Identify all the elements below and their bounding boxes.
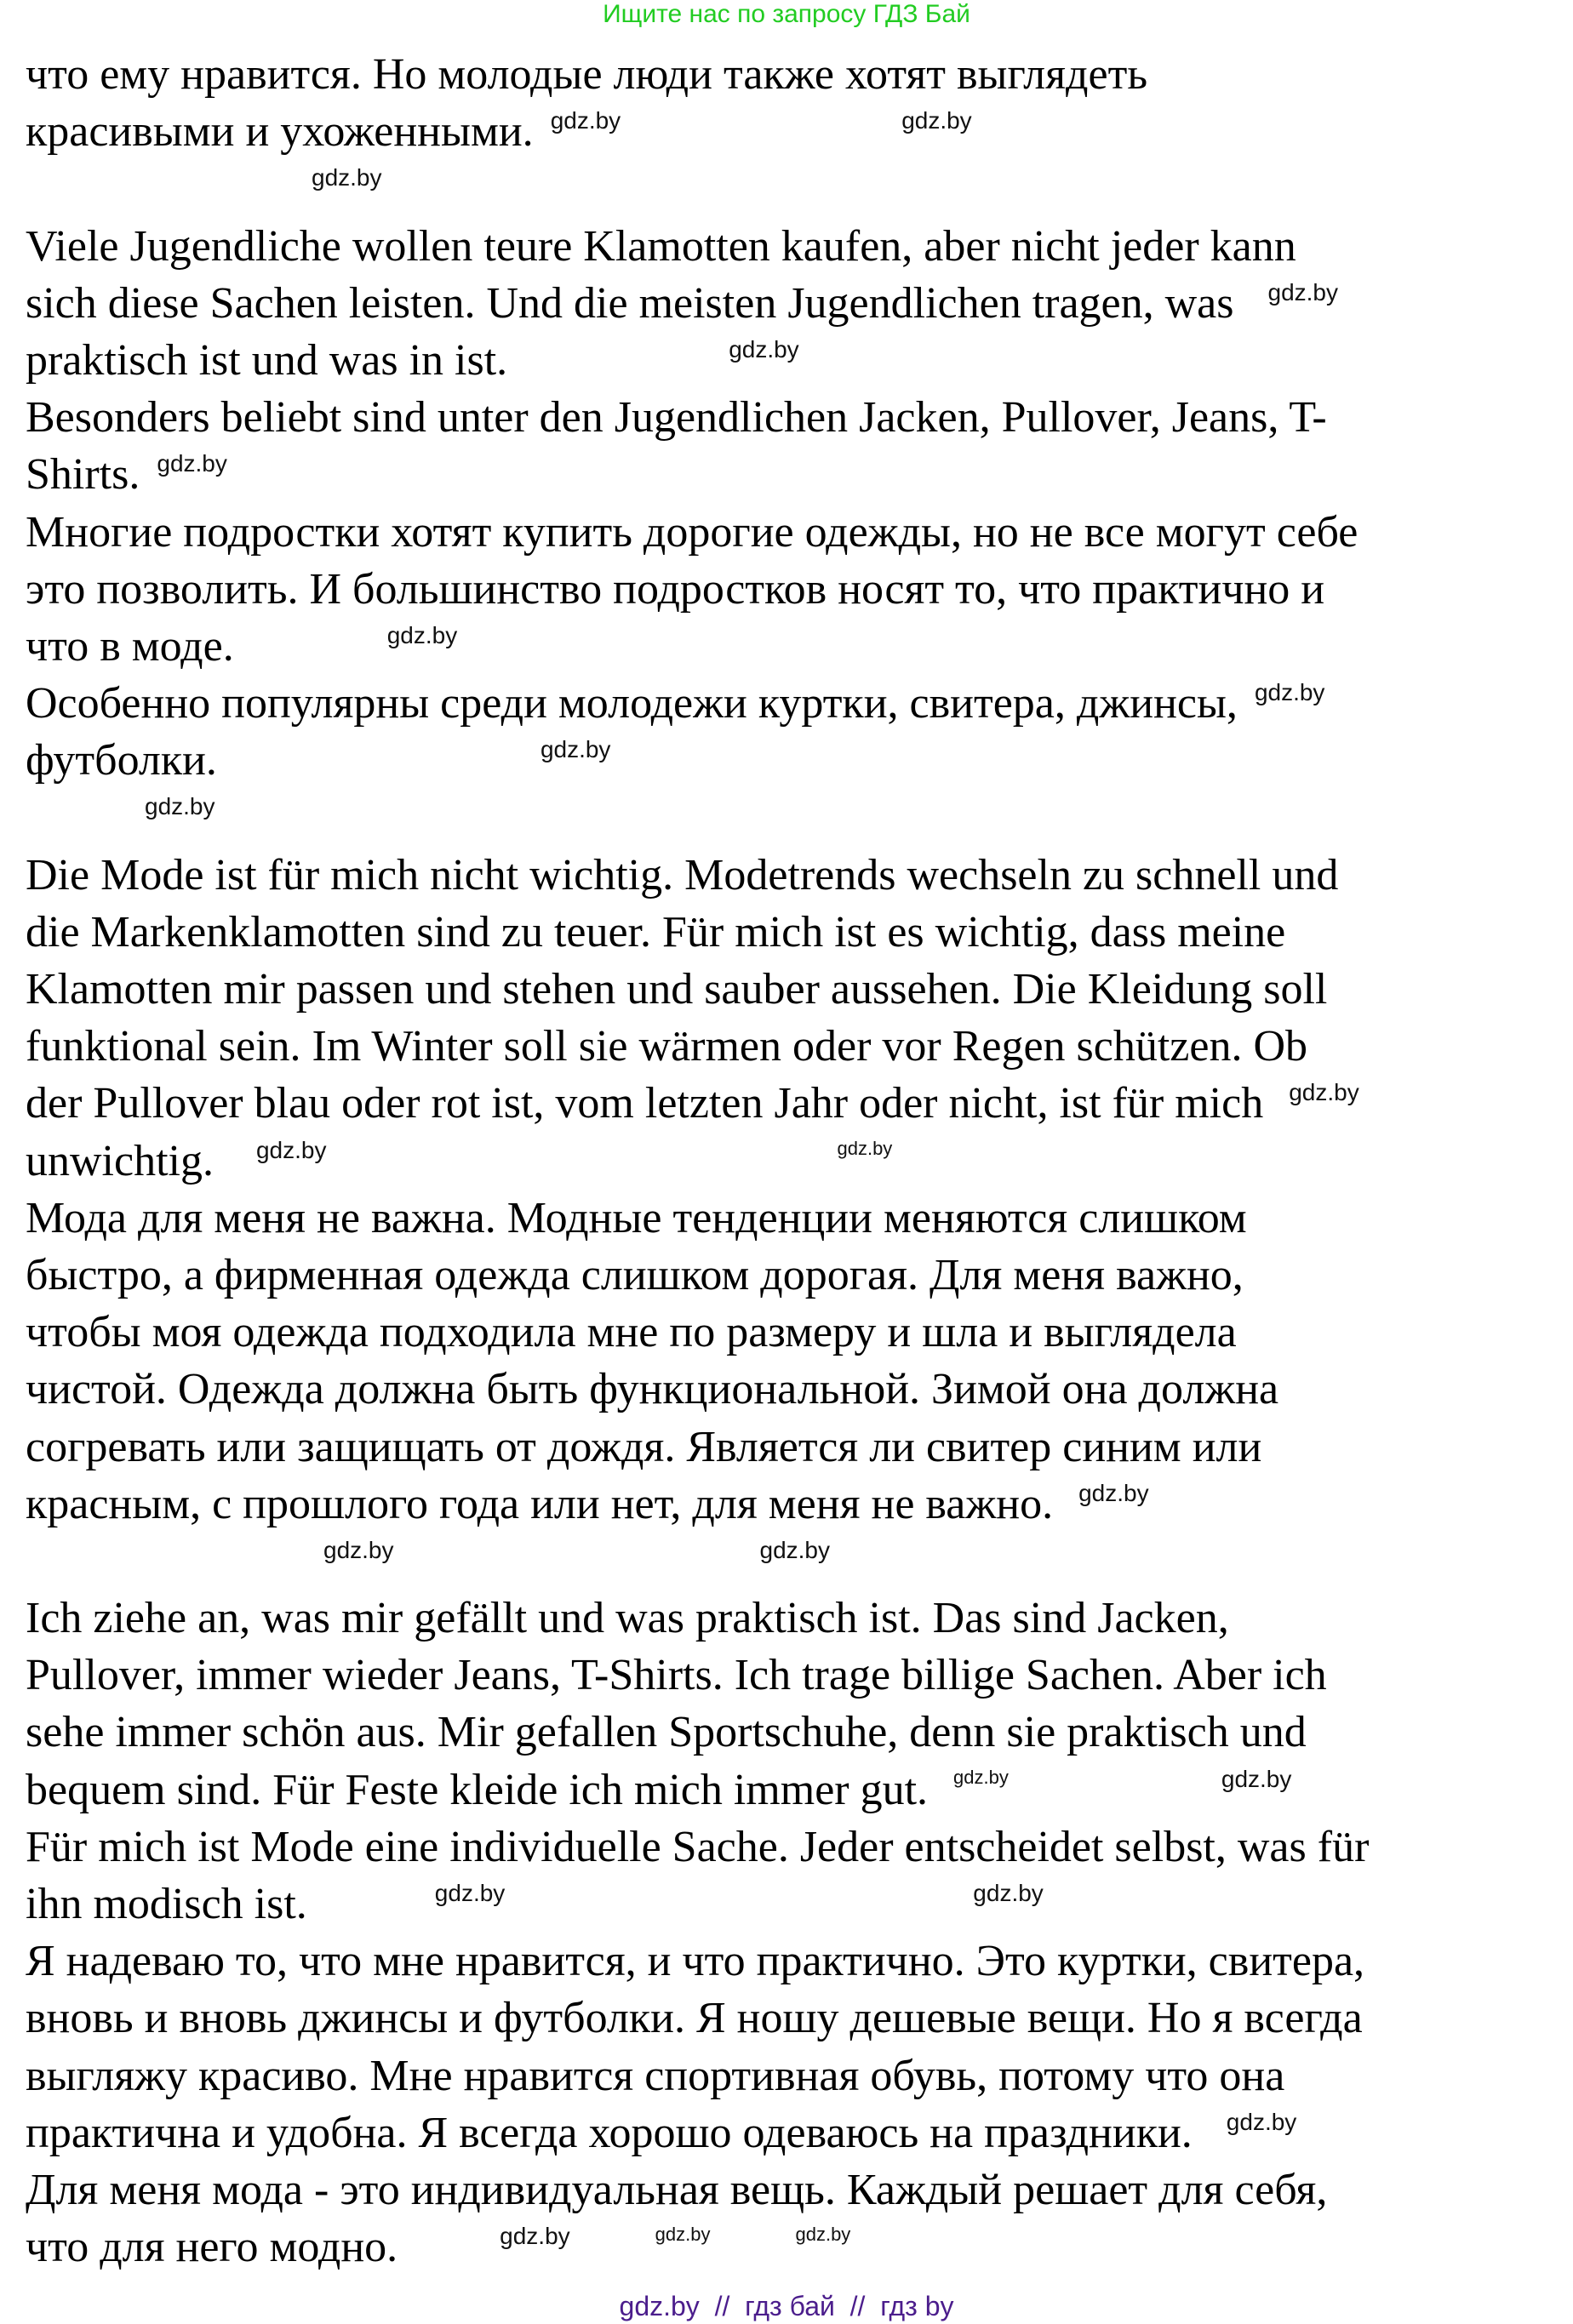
text-line (26, 1476, 1149, 1533)
watermark: gdz.by (145, 793, 215, 820)
blank-line (26, 1533, 830, 1590)
text-line-content: красным, с прошлого года или нет, для меня не важно. (26, 1479, 1054, 1528)
text-line (26, 1018, 1307, 1075)
watermark: gdz.by (1221, 1765, 1292, 1792)
text-line-content: практична и удобна. Я всегда хорошо одеваюсь на праздники. (26, 2108, 1193, 2157)
text-line-content: Особенно популярны среди молодежи куртки, свитера, джинсы, (26, 679, 1238, 728)
watermark: gdz.by (550, 107, 621, 134)
text-line (26, 275, 1338, 332)
footer-links: gdz.by // гдз бай // гдз by (619, 2291, 954, 2321)
text-line-content: der Pullover blau oder rot ist, vom letzten Jahr oder nicht, ist für mich (26, 1079, 1264, 1128)
watermark: gdz.by (795, 2224, 851, 2246)
text-line (26, 103, 972, 160)
text-line-content: что ему нравится. Но молодые люди также хотят выглядеть (26, 50, 1148, 99)
document-text (26, 46, 1369, 2275)
text-line (26, 1304, 1237, 1361)
text-line-content: Besonders beliebt sind unter den Jugendlichen Jacken, Pullover, Jeans, T- (26, 393, 1327, 443)
text-line (26, 2218, 850, 2275)
text-line-content: die Markenklamotten sind zu teuer. Für mich ist es wichtig, dass meine (26, 907, 1286, 956)
text-line (26, 1190, 1247, 1247)
text-line (26, 732, 610, 789)
text-line (26, 1075, 1359, 1132)
watermark: gdz.by (837, 1137, 893, 1159)
watermark: gdz.by (759, 1536, 830, 1563)
text-line (26, 2161, 1327, 2218)
text-line (26, 961, 1327, 1018)
text-line (26, 904, 1285, 961)
text-line-content: выгляжу красиво. Мне нравится спортивная обувь, потому что она (26, 2051, 1285, 2100)
text-line (26, 1647, 1327, 1704)
watermark: gdz.by (973, 1880, 1044, 1906)
text-line-content: красивыми и ухоженными. (26, 107, 534, 157)
watermark: gdz.by (1078, 1479, 1149, 1506)
text-line-content: Die Mode ist für mich nicht wichtig. Modetrends wechseln zu schnell und (26, 850, 1339, 899)
search-hint-banner: Ищите нас по запросу ГДЗ Бай (603, 0, 970, 28)
text-line-content: что для него модно. (26, 2223, 398, 2272)
text-line (26, 1590, 1229, 1647)
watermark: gdz.by (386, 621, 458, 648)
text-line-content: Многие подростки хотят купить дорогие одежды, но не все могут себе (26, 507, 1358, 557)
text-line-content: Я надеваю то, что мне нравится, и что практично. Это куртки, свитера, (26, 1937, 1365, 1986)
text-line-content: sich diese Sachen leisten. Und die meisten Jugendlichen tragen, was (26, 278, 1234, 328)
watermark: gdz.by (901, 107, 972, 134)
text-line (26, 1819, 1369, 1876)
text-line (26, 1762, 1291, 1819)
text-line-content: Для меня мода - это индивидуальная вещь. Каждый решает для себя, (26, 2165, 1328, 2214)
text-line (26, 389, 1327, 446)
watermark: gdz.by (434, 1880, 506, 1906)
text-line-content: вновь и вновь джинсы и футболки. Я ношу дешевые вещи. Но я всегда (26, 1994, 1363, 2043)
watermark: gdz.by (312, 164, 382, 191)
text-line-content: sehe immer schön aus. Mir gefallen Sportschuhe, denn sie praktisch und (26, 1708, 1307, 1757)
text-line (26, 1933, 1364, 1990)
text-line (26, 446, 227, 503)
text-line-content: это позволить. И большинство подростков носят то, что практично и (26, 564, 1325, 614)
watermark: gdz.by (655, 2224, 711, 2246)
text-line (26, 504, 1358, 561)
text-line-content: согревать или защищать от дождя. Является ли свитер синим или (26, 1422, 1262, 1471)
text-line (26, 675, 1324, 732)
text-line-content: Pullover, immer wieder Jeans, T-Shirts. Ich trage billige Sachen. Aber ich (26, 1651, 1327, 1700)
text-line-content: Für mich ist Mode eine individuelle Sache. Jeder entscheidet selbst, was für (26, 1822, 1370, 1871)
text-line (26, 1990, 1363, 2047)
text-line-content: Ich ziehe an, was mir gefällt und was praktisch ist. Das sind Jacken, (26, 1594, 1229, 1643)
text-line (26, 46, 1147, 103)
text-line-content: футболки. (26, 736, 217, 785)
text-line (26, 332, 799, 389)
text-line (26, 1247, 1244, 1304)
text-line-content: Klamotten mir passen und stehen und sauber aussehen. Die Kleidung soll (26, 965, 1328, 1014)
watermark: gdz.by (255, 1136, 327, 1163)
text-line (26, 2104, 1296, 2161)
text-line-content: чтобы моя одежда подходила мне по размеру и шла и выглядела (26, 1308, 1237, 1357)
text-line (26, 1704, 1307, 1761)
text-line (26, 1133, 892, 1190)
blank-line (26, 789, 215, 846)
text-line-content: ihn modisch ist. (26, 1880, 307, 1928)
watermark: gdz.by (729, 335, 799, 363)
text-line-content: bequem sind. Für Feste kleide ich mich immer gut. (26, 1765, 929, 1814)
text-line-content: Мода для меня не важна. Модные тенденции меняются слишком (26, 1193, 1247, 1242)
text-line (26, 2047, 1284, 2104)
text-line (26, 218, 1296, 275)
text-line-content: praktisch ist und was in ist. (26, 335, 508, 385)
watermark: gdz.by (1254, 679, 1325, 706)
text-line-content: быстро, а фирменная одежда слишком дорогая. Для меня важно, (26, 1250, 1244, 1299)
watermark: gdz.by (323, 1536, 394, 1563)
text-line-content: funktional sein. Im Winter soll sie wärmen oder vor Regen schützen. Ob (26, 1022, 1308, 1071)
text-line (26, 1419, 1261, 1476)
text-line-content: unwichtig. (26, 1136, 214, 1185)
text-line (26, 561, 1324, 618)
text-line (26, 847, 1338, 904)
text-line-content: Viele Jugendliche wollen teure Klamotten kaufen, aber nicht jeder kann (26, 221, 1296, 271)
text-line (26, 618, 457, 675)
watermark: gdz.by (500, 2223, 570, 2250)
blank-line (26, 160, 382, 217)
watermark: gdz.by (157, 450, 227, 477)
watermark: gdz.by (1289, 1079, 1359, 1106)
watermark: gdz.by (953, 1766, 1009, 1788)
text-line (26, 1361, 1278, 1418)
watermark: gdz.by (540, 736, 611, 763)
text-line-content: что в моде. (26, 621, 234, 671)
watermark: gdz.by (1226, 2108, 1297, 2135)
text-line (26, 1876, 1044, 1933)
watermark: gdz.by (1267, 278, 1338, 305)
text-line-content: чистой. Одежда должна быть функциональной. Зимой она должна (26, 1365, 1279, 1414)
text-line-content: Shirts. (26, 450, 140, 500)
